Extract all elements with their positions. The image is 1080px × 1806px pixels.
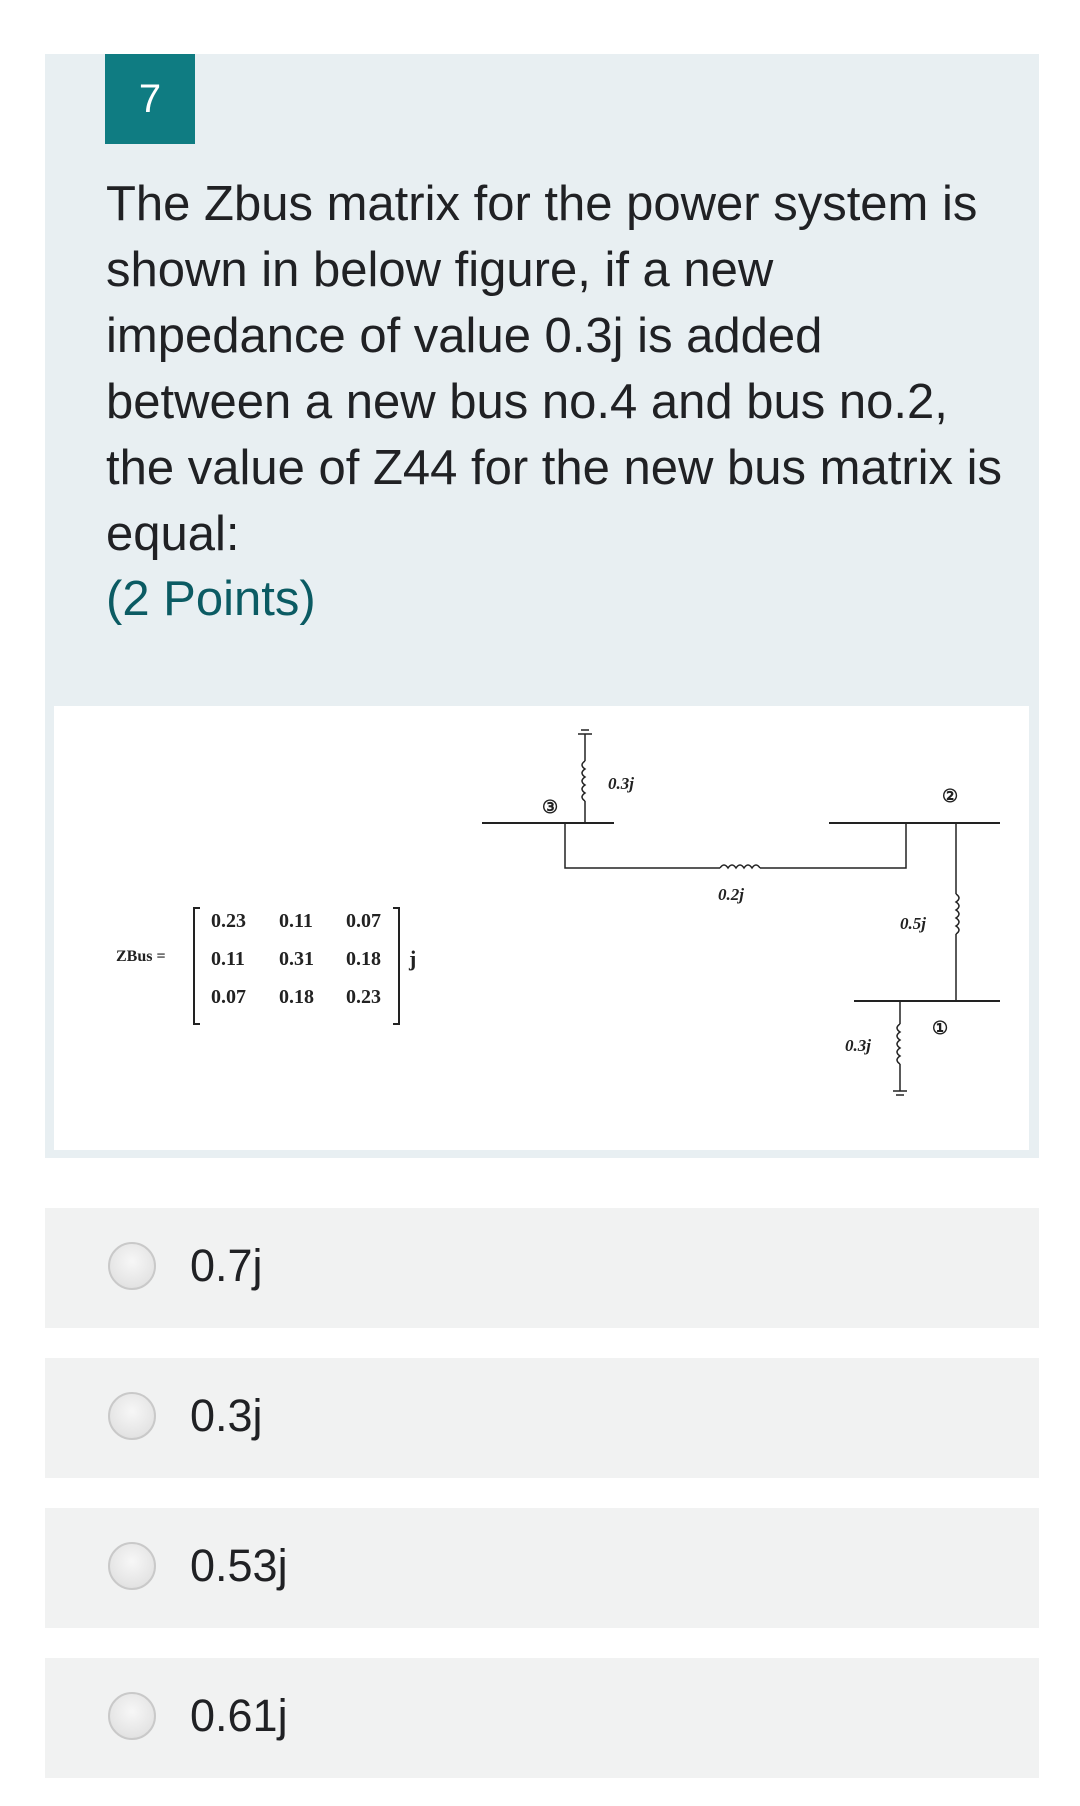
matrix-cell: 0.31 [279, 948, 314, 970]
circuit-diagram [54, 706, 1029, 1150]
radio-button[interactable] [108, 1692, 156, 1740]
bus-3-reactance-coil [582, 761, 585, 801]
zbus-label: ZBus = [116, 948, 166, 965]
answer-option[interactable] [45, 1658, 1039, 1778]
matrix-cell: 0.07 [211, 986, 246, 1008]
bus-2-label: ② [942, 786, 959, 806]
matrix-right-bracket [393, 908, 399, 1024]
line-3-2-wire [760, 823, 906, 868]
bus-1-label: ① [932, 1018, 949, 1038]
question-points: (2 Points) [106, 572, 316, 626]
option-label: 0.7j [190, 1240, 263, 1291]
bus-3-label: ③ [542, 797, 559, 817]
matrix-cell: 0.07 [346, 910, 381, 932]
matrix-cell: 0.11 [211, 948, 245, 970]
option-label: 0.53j [190, 1540, 288, 1591]
matrix-cell: 0.23 [211, 910, 246, 932]
option-label: 0.3j [190, 1390, 263, 1441]
radio-button[interactable] [108, 1542, 156, 1590]
radio-button[interactable] [108, 1242, 156, 1290]
answer-option[interactable] [45, 1358, 1039, 1478]
matrix-j-suffix: j [409, 946, 417, 971]
bus-1-reactance-coil [897, 1024, 900, 1064]
radio-button[interactable] [108, 1392, 156, 1440]
answer-option[interactable] [45, 1508, 1039, 1628]
bus-3-ground-impedance: 0.3j [608, 774, 634, 793]
bus-1-ground-impedance: 0.3j [845, 1036, 871, 1055]
matrix-cell: 0.18 [279, 986, 314, 1008]
line-3-2-impedance: 0.2j [718, 885, 744, 904]
line-3-2-reactance-coil [720, 865, 760, 868]
matrix-cell: 0.23 [346, 986, 381, 1008]
option-label: 0.61j [190, 1690, 288, 1741]
answer-option[interactable] [45, 1208, 1039, 1328]
question-figure [54, 706, 1029, 1150]
line-2-1-impedance: 0.5j [900, 914, 926, 933]
question-text: The Zbus matrix for the power system is shown in below figure, if a new impedance of value 0.3j is added between a new bus no.4 and bus no.2, the value of Z44 for the new bus matrix is equal: [106, 177, 1003, 561]
matrix-cell: 0.11 [279, 910, 313, 932]
line-2-1-reactance-coil [956, 894, 959, 934]
matrix-left-bracket [194, 908, 200, 1024]
matrix-cell: 0.18 [346, 948, 381, 970]
question-number-badge: 7 [105, 54, 195, 144]
question-card [45, 54, 1039, 1158]
line-3-2-wire [565, 823, 720, 868]
